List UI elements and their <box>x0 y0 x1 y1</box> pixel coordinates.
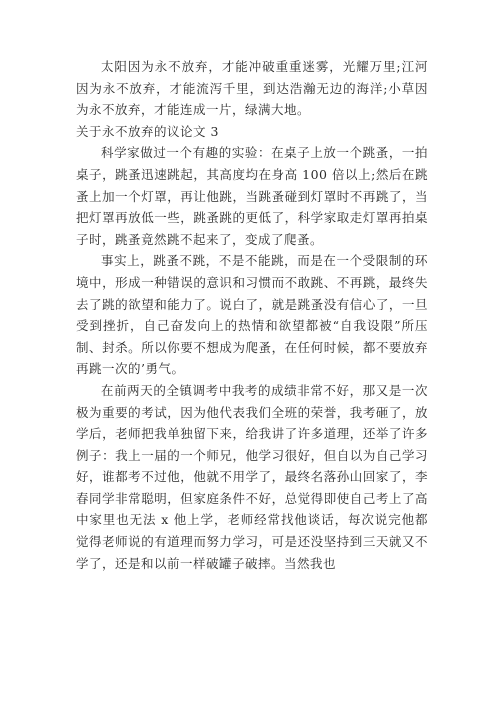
paragraph-flea-analysis: 事实上，跳蚤不跳，不是不能跳，而是在一个受限制的环境中，形成一种错误的意识和习惯而不敢跳、不再跳，最终失去了跳的欲望和能力了。说白了，就是跳蚤没有信心了，一旦受到挫折，自己奋发向上的热情和欲望都被“自我设限”所压制、封杀。所以你要不想成为爬蚤，在任何时候，都不要放弃再跳一次的’勇气。 <box>76 253 428 377</box>
document-body <box>76 56 428 574</box>
section-heading: 关于永不放弃的议论文 3 <box>76 123 219 139</box>
paragraph-sun-rivers-grass: 太阳因为永不放弃，才能冲破重重迷雾，光耀万里;江河因为永不放弃，才能流泻千里，到达浩瀚无边的海洋;小草因为永不放弃，才能连成一片，绿满大地。 <box>76 59 428 118</box>
paragraph-flea-experiment: 科学家做过一个有趣的实验：在桌子上放一个跳蚤，一拍桌子，跳蚤迅速跳起，其高度均在身高 100 倍以上;然后在跳蚤上加一个灯罩，再让他跳，当跳蚤碰到灯罩时不再跳了，当把灯罩再放低一些，跳蚤跳的更低了，科学家取走灯罩再拍桌子时，跳蚤竟然跳不起来了，变成了爬蚤。 <box>76 145 428 247</box>
paragraph-exam-story: 在前两天的全镇调考中我考的成绩非常不好，那又是一次极为重要的考试，因为他代表我们全班的荣誉，我考砸了，放学后，老师把我单独留下来，给我讲了许多道理，还举了许多例子：我上一届的一个师兄，他学习很好，但自以为自己学习好，谁都考不过他，他就不用学了，最终名落孙山回家了，李春同学非常聪明，但家庭条件不好，总觉得即使自己考上了高中家里也无法 x 他上学，老师经常找他谈话，每次说完他都觉得老师说的有道理而努力学习，可是还没坚持到三天就又不学了，还是和以前一样破罐子破摔。当然我也 <box>76 382 428 571</box>
